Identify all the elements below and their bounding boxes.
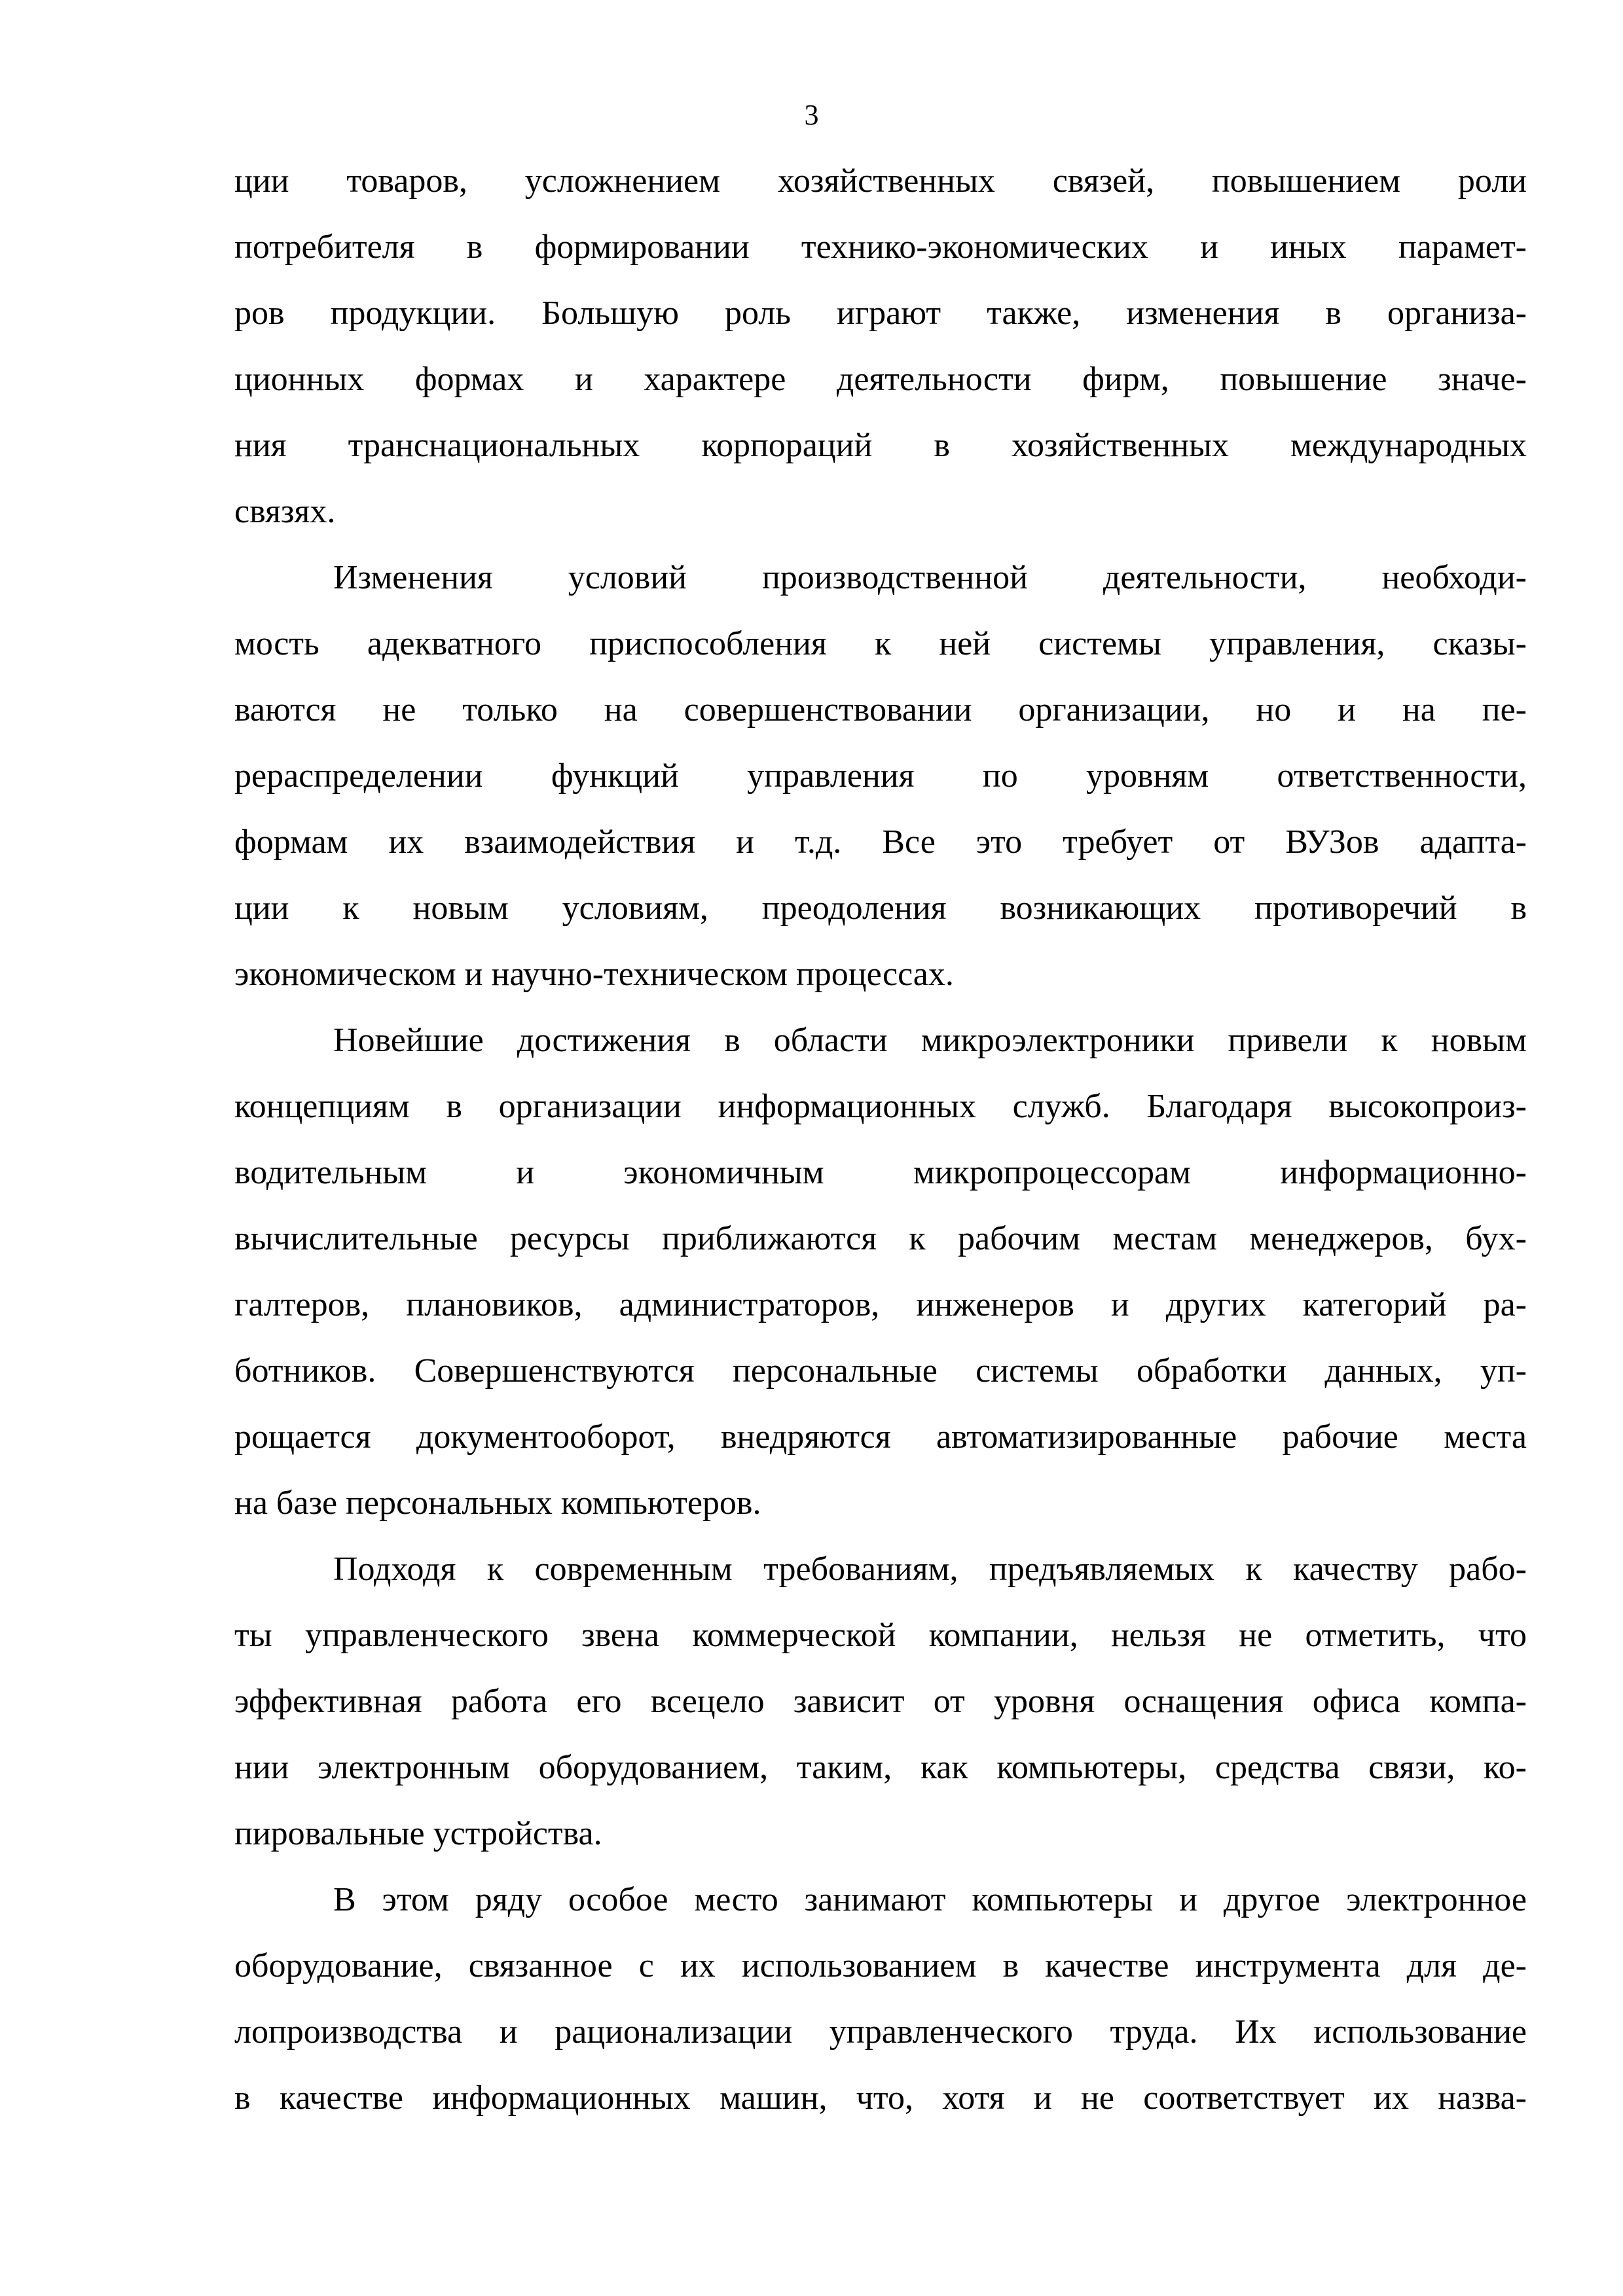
text-line: ционных формах и характере деятельности фирм, повышение значе- (234, 361, 1527, 398)
text-line: нии электронным оборудованием, таким, как компьютеры, средства связи, ко- (234, 1749, 1527, 1786)
page-number: 3 (804, 99, 819, 131)
text-line: пировальные устройства. (234, 1815, 602, 1852)
text-line: Новейшие достижения в области микроэлектроники привели к новым (333, 1022, 1527, 1059)
paragraph (234, 1867, 1527, 2131)
text-line: на базе персональных компьютеров. (234, 1484, 761, 1522)
paragraph (234, 545, 1527, 1007)
text-line: экономическом и научно-техническом процессах. (234, 956, 954, 993)
text-line: ров продукции. Большую роль играют также, изменения в организа- (234, 295, 1527, 332)
text-line: галтеров, плановиков, администраторов, инженеров и других категорий ра- (234, 1286, 1527, 1323)
text-line: мость адекватного приспособления к ней системы управления, сказы- (234, 625, 1527, 662)
text-line: Подходя к современным требованиям, предъявляемых к качеству рабо- (333, 1551, 1527, 1588)
text-line: рераспределении функций управления по уровням ответственности, (234, 757, 1527, 795)
text-line: в качестве информационных машин, что, хотя и не соответствует их назва- (234, 2079, 1527, 2117)
text-line: оборудование, связанное с их использованием в качестве инструмента для де- (234, 1947, 1527, 1984)
paragraph (234, 1007, 1527, 1536)
text-line: эффективная работа его всецело зависит от уровня оснащения офиса компа- (234, 1683, 1527, 1720)
text-line: ции к новым условиям, преодоления возникающих противоречий в (234, 889, 1527, 927)
text-line: связях. (234, 493, 336, 530)
text-line: ции товаров, усложнением хозяйственных связей, повышением роли (234, 162, 1527, 200)
text-line: ния транснациональных корпораций в хозяйственных международных (234, 427, 1527, 464)
text-line: В этом ряду особое место занимают компьютеры и другое электронное (333, 1881, 1527, 1918)
text-line: ваются не только на совершенствовании организации, но и на пе- (234, 691, 1527, 728)
paragraph (234, 148, 1527, 545)
text-line: потребителя в формировании технико-экономических и иных парамет- (234, 228, 1527, 266)
text-line: концепциям в организации информационных служб. Благодаря высокопроиз- (234, 1088, 1527, 1125)
text-line: лопроизводства и рационализации управленческого труда. Их использование (234, 2013, 1527, 2051)
text-line: Изменения условий производственной деятельности, необходи- (333, 559, 1527, 596)
text-line: ботников. Совершенствуются персональные системы обработки данных, уп- (234, 1352, 1527, 1390)
paragraph (234, 1536, 1527, 1867)
text-line: формам их взаимодействия и т.д. Все это требует от ВУЗов адапта- (234, 823, 1527, 861)
text-line: водительным и экономичным микропроцессорам информационно- (234, 1154, 1527, 1191)
text-line: ты управленческого звена коммерческой компании, нельзя не отметить, что (234, 1617, 1527, 1654)
text-line: рощается документооборот, внедряются автоматизированные рабочие места (234, 1418, 1527, 1456)
document-body (234, 148, 1527, 2131)
text-line: вычислительные ресурсы приближаются к рабочим местам менеджеров, бух- (234, 1220, 1527, 1257)
